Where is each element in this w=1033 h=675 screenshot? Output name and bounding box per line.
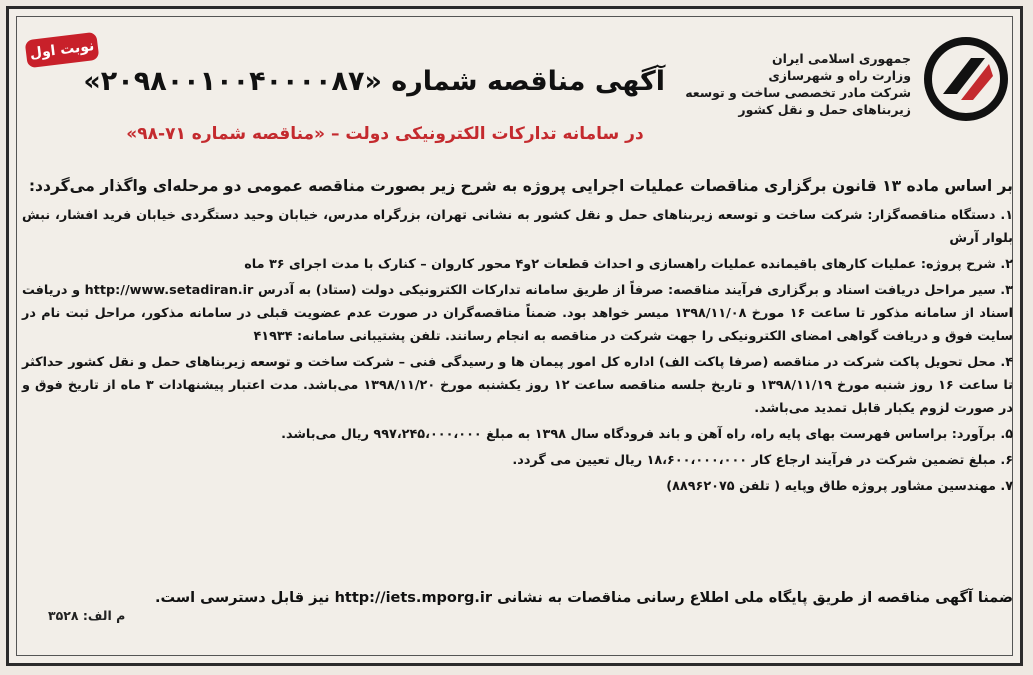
ministry-logo-icon <box>923 36 1009 122</box>
org-line: شرکت مادر تخصصی ساخت و توسعه <box>685 85 911 100</box>
list-item: ۵. برآورد: براساس فهرست بهای پایه راه، راه آهن و باند فرودگاه سال ۱۳۹۸ به مبلغ ۹۹۷،۲۴۵،۰۰۰،۰۰۰ ریال می‌باشد. <box>281 427 1013 442</box>
org-line: جمهوری اسلامی ایران <box>772 51 911 66</box>
organization-block <box>685 50 911 118</box>
notice-body <box>22 174 1013 501</box>
org-line: زیربناهای حمل و نقل کشور <box>738 102 911 117</box>
list-item: ۴. محل تحویل پاکت شرکت در مناقصه (صرفا پاکت الف) اداره کل امور پیمان ها و رسیدگی فنی – شرکت ساخت و توسعه زیربناهای حمل و نقل کشور حداکثر تا ساعت ۱۶ روز شنبه مورخ ۱۳۹۸/۱۱/۱۹ و تاریخ جلسه مناقصه ساعت ۱۲ روز یکشنبه مورخ ۱۳۹۸/۱۱/۲۰ می‌باشد. مدت اعتبار پیشنهادات ۳ ماه از تاریخ فوق و در صورت لزوم یکبار قابل تمدید می‌باشد. <box>22 355 1013 416</box>
list-item: ۲. شرح پروژه: عملیات کارهای باقیمانده عملیات راهسازی و احداث قطعات ۲و۴ محور کاروان – کنارک با مدت اجرای ۳۶ ماه <box>244 257 1013 272</box>
footer-note: ضمنا آگهی مناقصه از طریق پایگاه ملی اطلاع رسانی مناقصات به نشانی http://iets.mporg.ir نیز قابل دسترسی است. <box>155 590 1013 606</box>
tender-title: آگهی مناقصه شماره «۲۰۹۸۰۰۱۰۰۴۰۰۰۰۸۷» <box>83 66 665 97</box>
lead-paragraph: بر اساس ماده ۱۳ قانون برگزاری مناقصات عملیات اجرایی پروژه به شرح زیر بصورت مناقصه عمومی دو مرحله‌ای واگذار می‌گردد: <box>28 177 1013 195</box>
reference-code: م الف: ۳۵۲۸ <box>48 608 126 623</box>
list-item: ۳. سیر مراحل دریافت اسناد و برگزاری فرآیند مناقصه: صرفاً از طریق سامانه تدارکات الکترونیکی دولت (ستاد) به آدرس http://www.setadiran.ir و دریافت اسناد از سامانه مذکور تا ساعت ۱۶ مورخ ۱۳۹۸/۱۱/۰۸ میسر خواهد بود. ضمناً مناقصه‌گران در صورت عدم عضویت قبلی در سامانه مذکور، مراحل ثبت نام در سایت فوق و دریافت گواهی امضای الکترونیکی را جهت شرکت در مناقصه به انجام رسانند. تلفن پشتیبانی سامانه: ۴۱۹۳۴ <box>22 283 1013 344</box>
tender-subtitle: در سامانه تدارکات الکترونیکی دولت – «مناقصه شماره ۷۱-۹۸» <box>126 124 644 144</box>
org-line: وزارت راه و شهرسازی <box>768 68 911 83</box>
first-round-badge: نوبت اول <box>25 32 100 69</box>
list-item: ۷. مهندسین مشاور پروژه طاق وپایه ( تلفن ۸۸۹۶۲۰۷۵) <box>666 479 1013 494</box>
list-item: ۶. مبلغ تضمین شرکت در فرآیند ارجاع کار ۱۸،۶۰۰،۰۰۰،۰۰۰ ریال تعیین می گردد. <box>512 453 1013 468</box>
list-item: ۱. دستگاه مناقصه‌گزار: شرکت ساخت و توسعه زیربناهای حمل و نقل کشور به نشانی تهران، بزرگراه مدرس، خیابان وحید دستگردی خیابان فرید افشار، نبش بلوار آرش <box>22 208 1013 246</box>
